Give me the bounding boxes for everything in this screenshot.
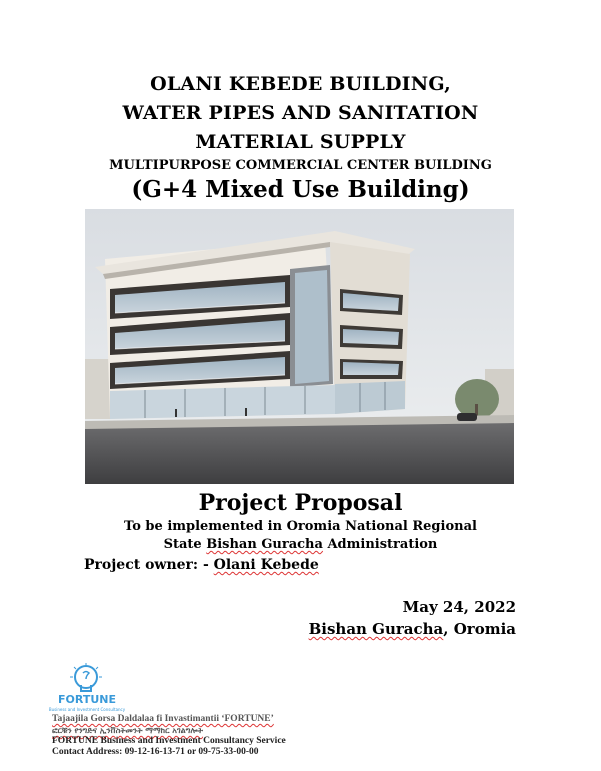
place-name: Bishan Guracha [308,620,444,638]
proposal-heading: Project Proposal [198,490,403,516]
project-owner [84,557,319,573]
proposal-place [309,618,516,640]
footer-contact [52,714,286,758]
title-line-2: WATER PIPES AND SANITATION [122,102,479,124]
footer-line-1: Tajaajila Gorsa Daldalaa fi Invastimantii ‘FORTUNE’ [52,714,274,724]
logo-wordmark: FORTUNE [58,693,116,706]
title-line-3: MATERIAL SUPPLY [195,131,406,153]
proposal-block [0,488,601,554]
proposal-date: May 24, 2022 [402,598,516,616]
proposal-location: Bishan Guracha [206,537,323,552]
place-region: , Oromia [443,620,516,638]
proposal-line-1: To be implemented in Oromia National Regional [124,519,477,534]
title-block [0,70,601,206]
proposal-line-2-a: State [163,537,207,552]
owner-name: Olani Kebede [213,557,319,573]
owner-label: Project owner: - [84,557,214,573]
date-block [309,596,516,640]
logo-tagline: Business and Investment Consultancy [48,707,126,712]
title-line-1: OLANI KEBEDE BUILDING, [150,73,451,95]
footer-line-3: FORTUNE Business and Investment Consultancy Service [52,736,286,746]
title-line-5: (G+4 Mixed Use Building) [131,176,470,203]
fortune-logo [46,663,128,715]
footer-line-4: Contact Address: 09-12-16-13-71 or 09-75-33-00-00 [52,747,259,757]
proposal-line-2 [0,536,601,554]
proposal-line-2-c: Administration [322,537,438,552]
title-line-4: MULTIPURPOSE COMMERCIAL CENTER BUILDING [109,158,492,173]
building-rendering-image [85,209,514,484]
footer-line-2: ፎርቹን የንግድና ኢንቨስትመንት ማማከር አገልግሎት [52,726,204,735]
